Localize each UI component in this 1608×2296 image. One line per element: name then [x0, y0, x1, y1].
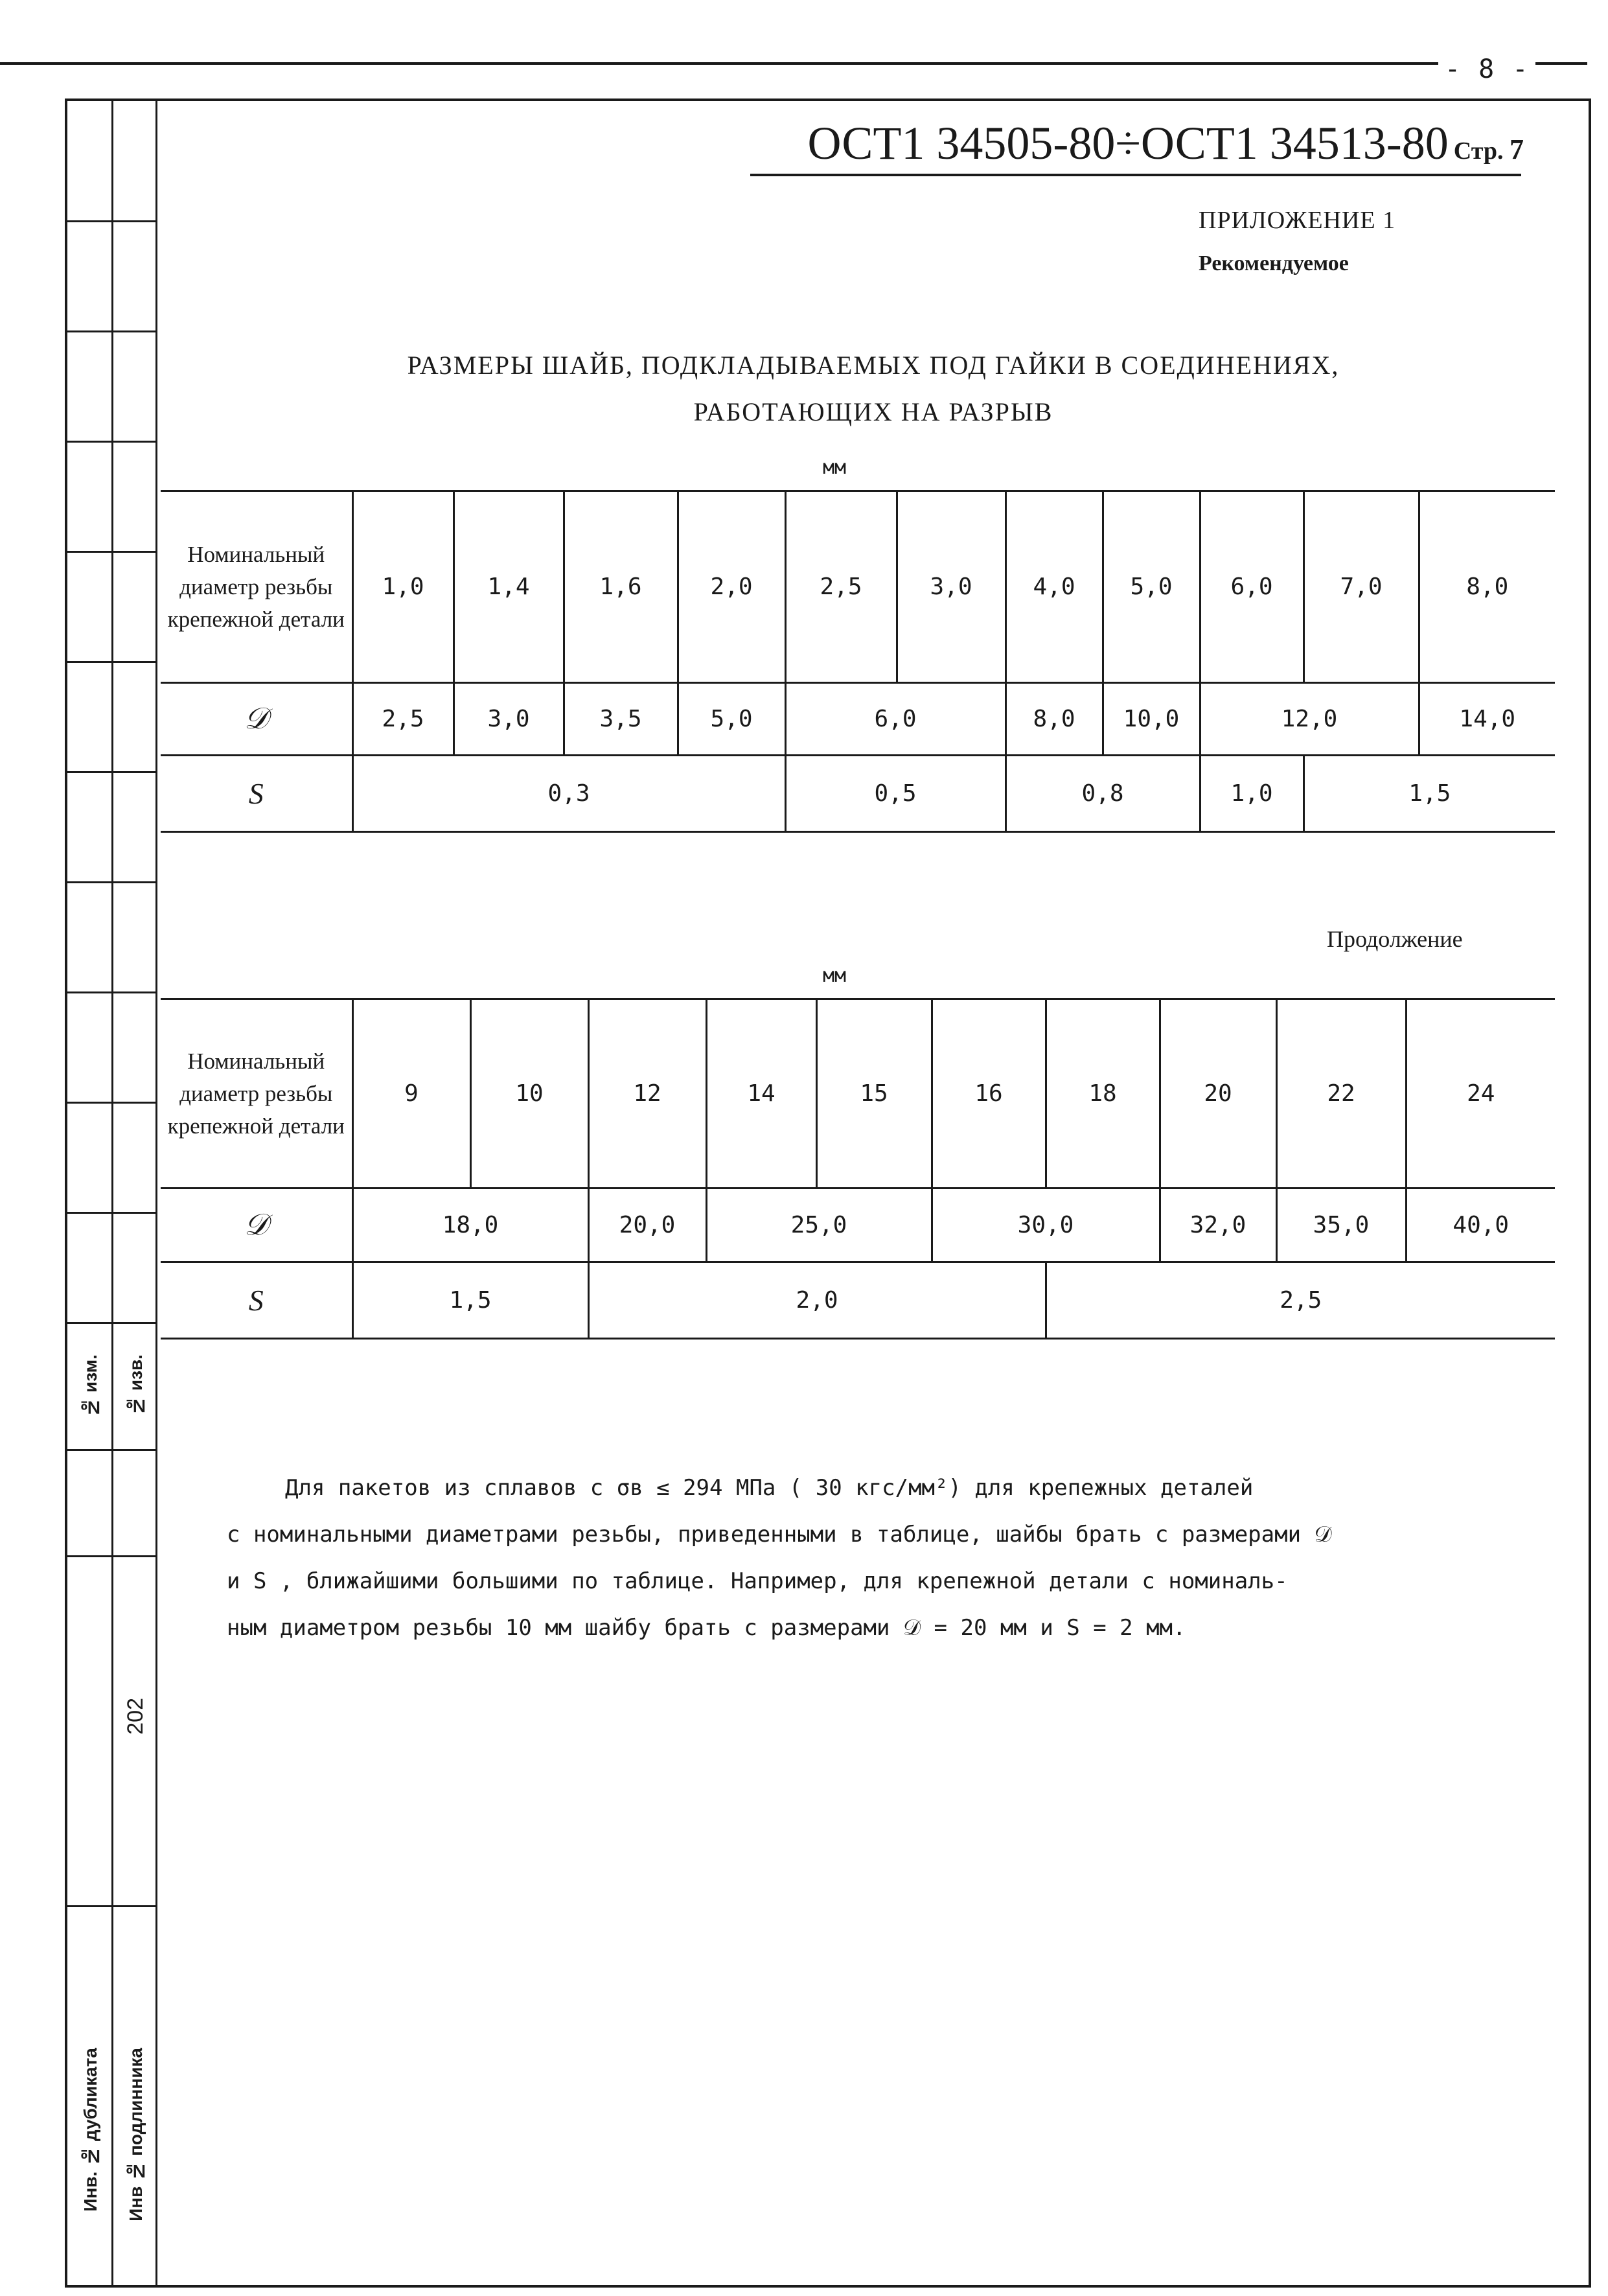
document-code-text: ОСТ1 34505-80÷ОСТ1 34513-80 — [807, 117, 1449, 169]
S-cell: 0,5 — [785, 756, 1005, 832]
side-tick — [65, 1322, 155, 1324]
sidebar-number: 202 — [123, 1698, 148, 1735]
D-cell: 40,0 — [1406, 1189, 1555, 1262]
appendix-label: ПРИЛОЖЕНИЕ 1 — [1199, 207, 1396, 234]
washer-table-2 — [161, 998, 1555, 1339]
side-tick — [65, 551, 155, 553]
page-number: - 8 - — [1438, 54, 1535, 84]
unit-label: мм — [823, 456, 847, 479]
side-column-divider — [111, 99, 113, 2285]
diameter-cell: 1,6 — [564, 491, 678, 683]
side-tick — [65, 881, 155, 883]
note-line: ным диаметром резьбы 10 мм шайбу брать с размерами 𝒟 = 20 мм и S = 2 мм. — [227, 1615, 1186, 1641]
row-header: Номинальный диаметр резьбы крепежной детали — [161, 491, 352, 683]
top-rule — [0, 62, 1587, 65]
washer-table-1 — [161, 490, 1555, 833]
row-header: Номинальный диаметр резьбы крепежной детали — [161, 999, 352, 1189]
S-cell: 0,3 — [352, 756, 785, 832]
D-cell: 5,0 — [678, 683, 785, 756]
side-tick — [65, 1449, 155, 1451]
S-cell: 1,5 — [1304, 756, 1555, 832]
S-cell: 2,5 — [1046, 1262, 1555, 1339]
document-code — [808, 117, 1524, 170]
note-line: и S , ближайшими большими по таблице. Например, для крепежной детали с номиналь- — [227, 1568, 1288, 1594]
title-line-2: РАБОТАЮЩИХ НА РАЗРЫВ — [693, 397, 1053, 426]
table-row-diameter — [161, 491, 1555, 683]
diameter-cell: 5,0 — [1103, 491, 1200, 683]
appendix-status: Рекомендуемое — [1199, 251, 1349, 275]
side-tick — [65, 1905, 155, 1907]
S-cell: 1,5 — [352, 1262, 588, 1339]
note-line: с номинальными диаметрами резьбы, приведенными в таблице, шайбы брать с размерами 𝒟 — [227, 1522, 1332, 1548]
original-inventory-label: Инв № подлинника — [126, 2048, 146, 2221]
diameter-cell: 22 — [1276, 999, 1406, 1189]
D-cell: 14,0 — [1419, 683, 1555, 756]
notice-number-label: № изв. — [126, 1354, 146, 1416]
D-cell: 8,0 — [1005, 683, 1103, 756]
unit-label: мм — [823, 964, 847, 987]
side-tick — [65, 771, 155, 773]
side-tick — [65, 1555, 155, 1557]
diameter-cell: 14 — [706, 999, 816, 1189]
diameter-cell: 16 — [932, 999, 1046, 1189]
diameter-cell: 7,0 — [1304, 491, 1419, 683]
D-cell: 12,0 — [1200, 683, 1419, 756]
diameter-cell: 3,0 — [897, 491, 1005, 683]
D-cell: 3,0 — [454, 683, 564, 756]
document-code-underline — [750, 174, 1521, 176]
D-cell: 2,5 — [352, 683, 454, 756]
table-row-S — [161, 1262, 1555, 1339]
note-paragraph — [227, 1465, 1516, 1651]
diameter-cell: 2,0 — [678, 491, 785, 683]
diameter-cell: 18 — [1046, 999, 1160, 1189]
diameter-cell: 10 — [470, 999, 588, 1189]
diameter-cell: 4,0 — [1005, 491, 1103, 683]
side-tick — [65, 1102, 155, 1104]
symbol-D: 𝒟 — [161, 1189, 352, 1262]
D-cell: 3,5 — [564, 683, 678, 756]
D-cell: 20,0 — [588, 1189, 706, 1262]
D-cell: 10,0 — [1103, 683, 1200, 756]
page-label-text: Стр. — [1453, 137, 1504, 165]
note-line: Для пакетов из сплавов с σв ≤ 294 МПа ( 30 кгс/мм²) для крепежных деталей — [285, 1475, 1254, 1501]
table-row-S — [161, 756, 1555, 832]
diameter-cell: 20 — [1160, 999, 1276, 1189]
D-cell: 30,0 — [932, 1189, 1160, 1262]
D-cell: 25,0 — [706, 1189, 932, 1262]
D-cell: 32,0 — [1160, 1189, 1276, 1262]
D-cell: 35,0 — [1276, 1189, 1406, 1262]
page-value: 7 — [1510, 133, 1524, 165]
diameter-cell: 12 — [588, 999, 706, 1189]
diameter-cell: 6,0 — [1200, 491, 1304, 683]
diameter-cell: 8,0 — [1419, 491, 1555, 683]
diameter-cell: 1,0 — [352, 491, 454, 683]
side-tick — [65, 991, 155, 993]
S-cell: 0,8 — [1005, 756, 1200, 832]
continued-label: Продолжение — [1327, 926, 1463, 952]
diameter-cell: 1,4 — [454, 491, 564, 683]
D-cell: 6,0 — [785, 683, 1005, 756]
side-tick — [65, 220, 155, 222]
title-line-1: РАЗМЕРЫ ШАЙБ, ПОДКЛАДЫВАЕМЫХ ПОД ГАЙКИ В СОЕДИНЕНИЯХ, — [407, 351, 1340, 380]
side-tick — [65, 1212, 155, 1214]
table-row-diameter — [161, 999, 1555, 1189]
side-tick — [65, 661, 155, 663]
side-tick — [65, 330, 155, 332]
side-tick — [65, 441, 155, 443]
table-row-D — [161, 1189, 1555, 1262]
duplicate-inventory-label: Инв. № дубликата — [80, 2048, 100, 2212]
symbol-S: S — [161, 1262, 352, 1339]
side-column-divider — [155, 99, 157, 2285]
diameter-cell: 24 — [1406, 999, 1555, 1189]
D-cell: 18,0 — [352, 1189, 588, 1262]
change-number-label: № изм. — [80, 1354, 100, 1418]
symbol-D: 𝒟 — [161, 683, 352, 756]
diameter-cell: 9 — [352, 999, 470, 1189]
page-label — [1453, 133, 1524, 165]
S-cell: 1,0 — [1200, 756, 1304, 832]
diameter-cell: 2,5 — [785, 491, 897, 683]
symbol-S: S — [161, 756, 352, 832]
S-cell: 2,0 — [588, 1262, 1046, 1339]
diameter-cell: 15 — [816, 999, 932, 1189]
table-row-D — [161, 683, 1555, 756]
